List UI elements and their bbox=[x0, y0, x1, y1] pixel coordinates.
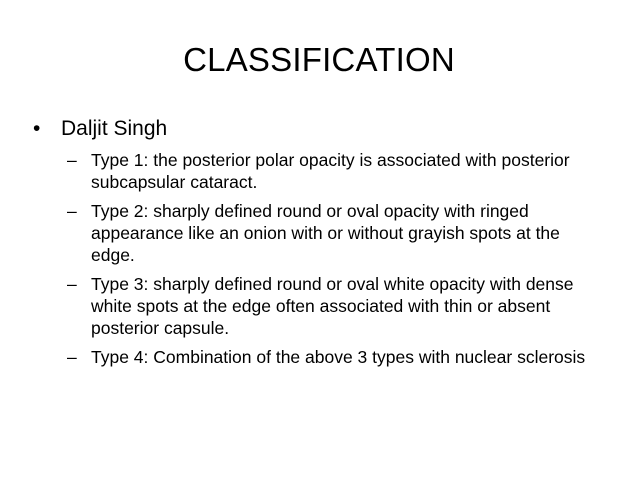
bullet-marker: • bbox=[33, 117, 41, 140]
sub-bullet-item bbox=[33, 200, 603, 266]
dash-marker: – bbox=[67, 201, 77, 221]
sub-bullet-text: Type 4: Combination of the above 3 types with nuclear sclerosis bbox=[91, 347, 586, 367]
sub-bullet-text: Type 3: sharply defined round or oval white opacity with dense white spots at the edge often associated with thin or absent posterior capsule. bbox=[91, 274, 574, 338]
sub-bullet-list bbox=[33, 149, 603, 368]
slide-title: CLASSIFICATION bbox=[183, 41, 455, 78]
bullet-text: Daljit Singh bbox=[61, 117, 168, 140]
sub-bullet-item bbox=[33, 273, 603, 339]
sub-bullet-text: Type 2: sharply defined round or oval opacity with ringed appearance like an onion with or without grayish spots at the edge. bbox=[91, 201, 560, 265]
sub-bullet-item bbox=[33, 346, 603, 368]
bullet-item bbox=[33, 115, 603, 143]
dash-marker: – bbox=[67, 150, 77, 170]
sub-bullet-item bbox=[33, 149, 603, 193]
slide-content bbox=[33, 115, 603, 375]
sub-bullet-text: Type 1: the posterior polar opacity is associated with posterior subcapsular cataract. bbox=[91, 150, 570, 192]
dash-marker: – bbox=[67, 274, 77, 294]
dash-marker: – bbox=[67, 347, 77, 367]
